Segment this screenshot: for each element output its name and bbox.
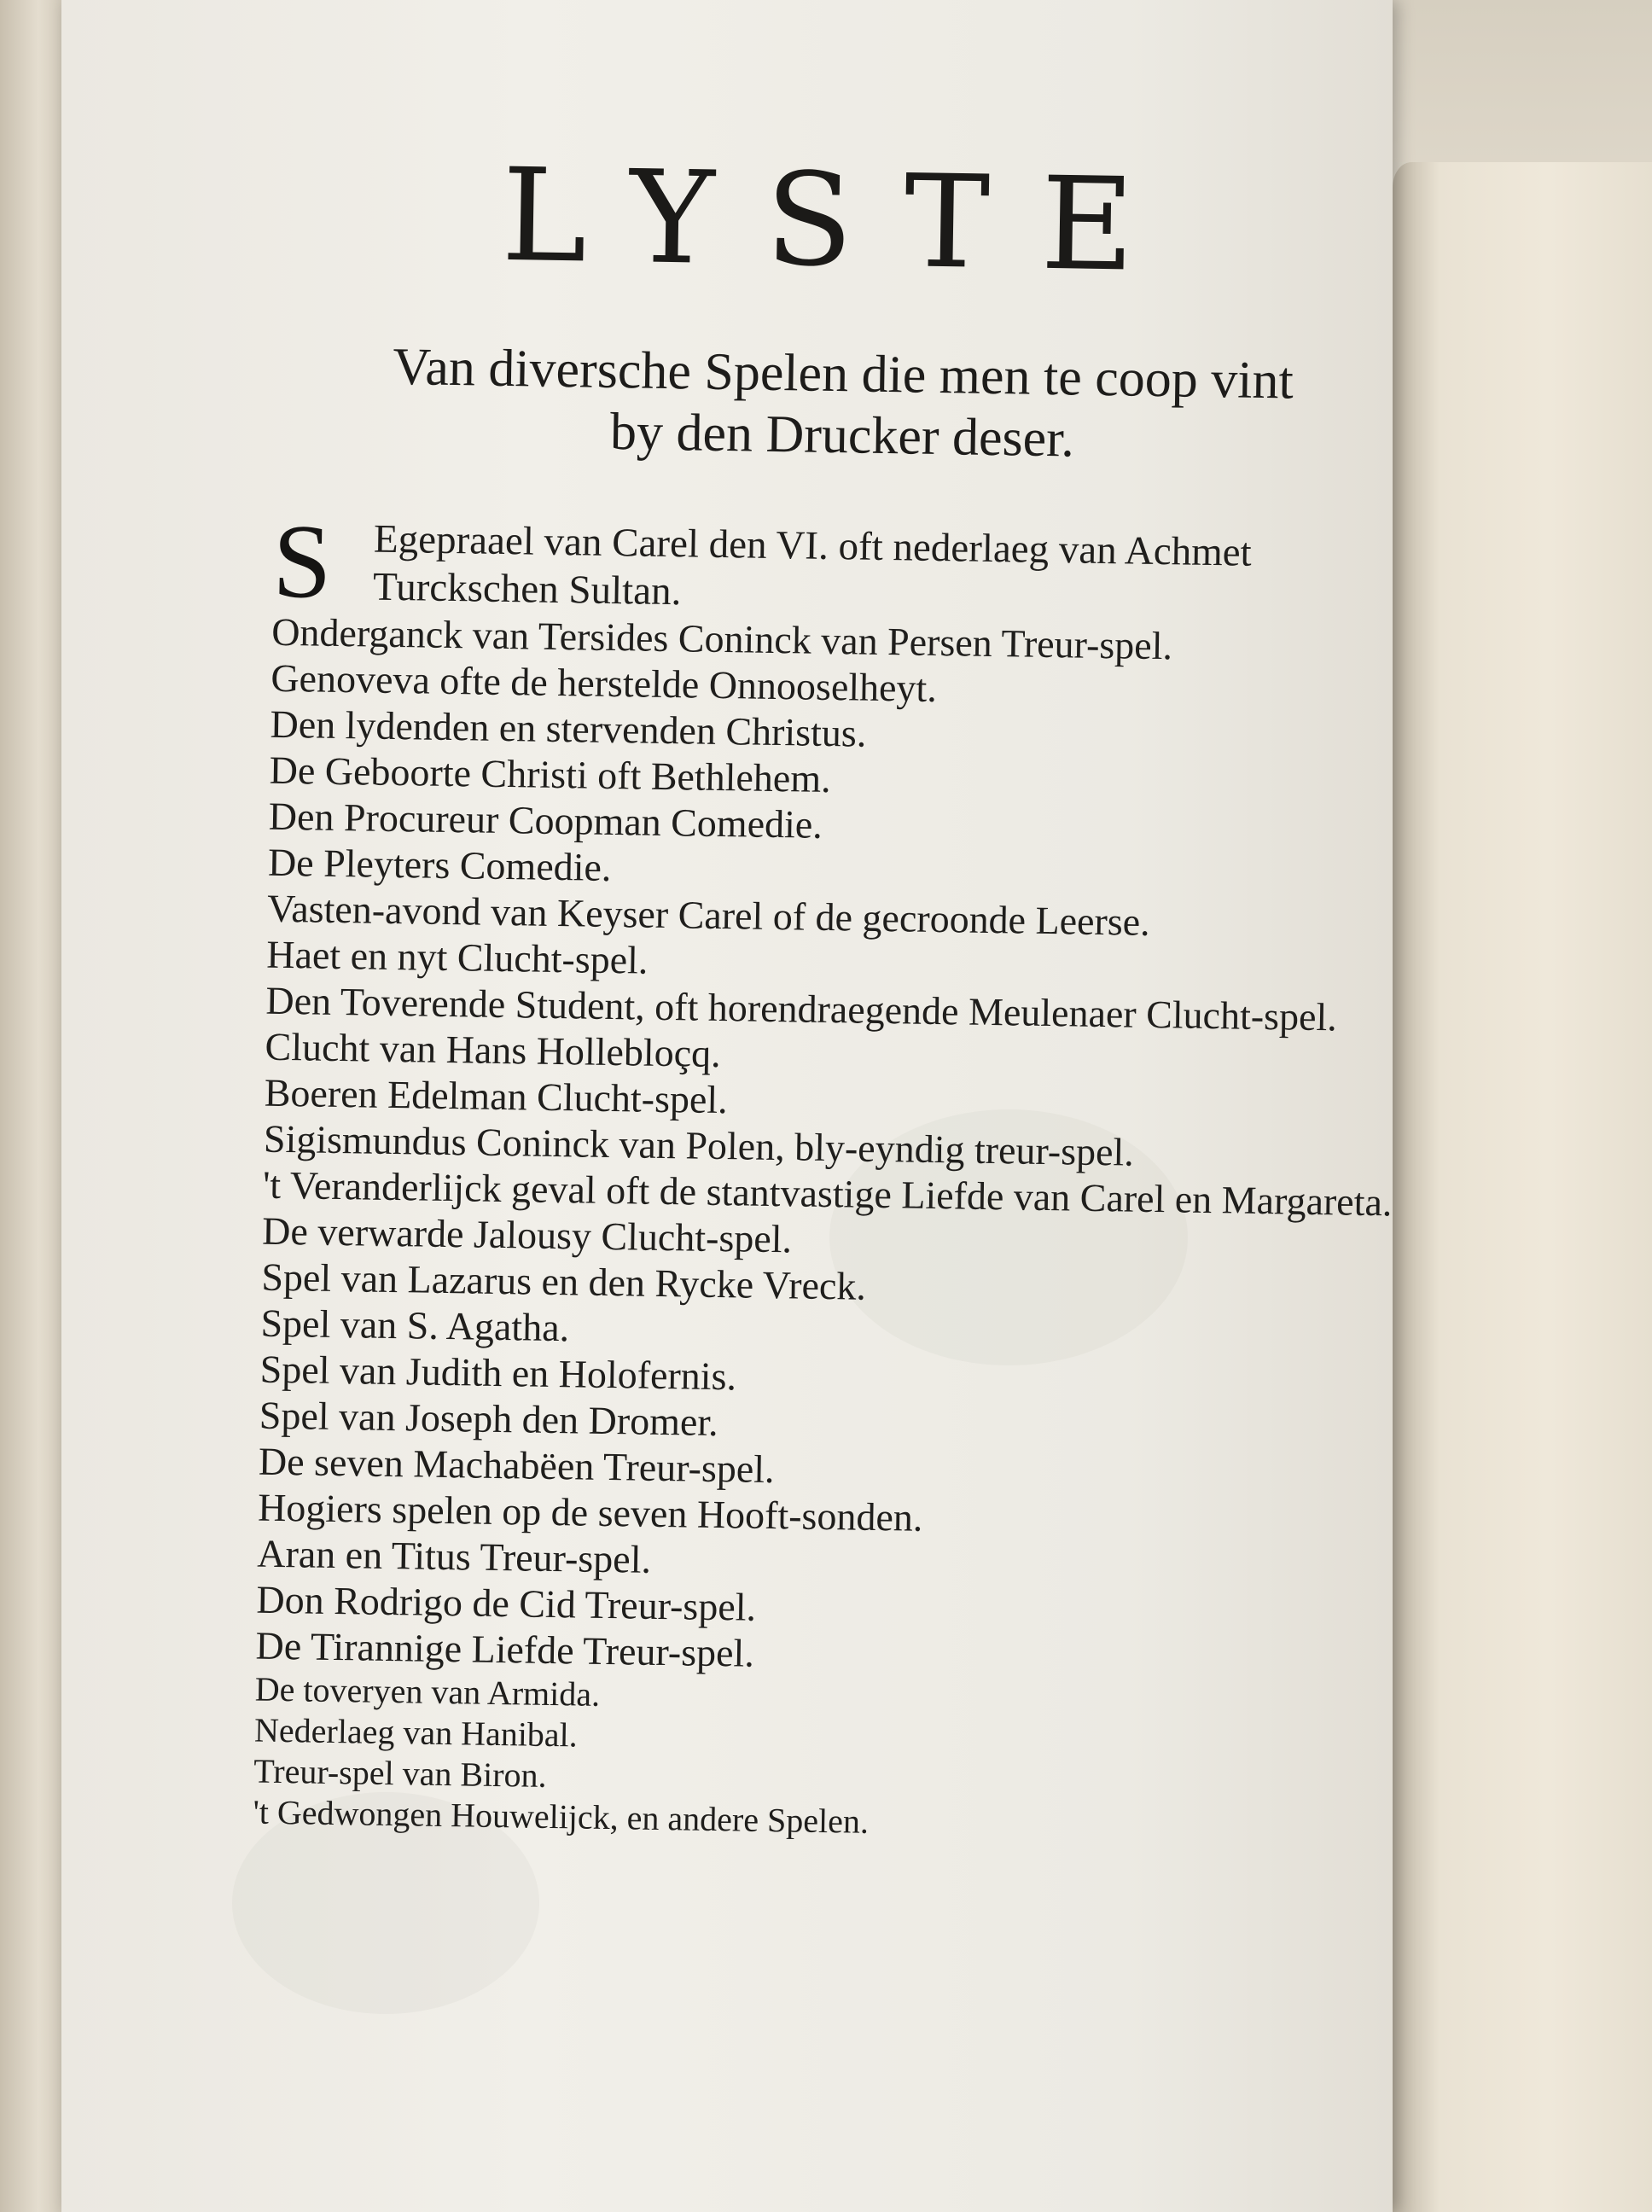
list-item: 't Veranderlijck geval oft de stantvastige Liefde van Carel en Margareta. [262, 1162, 1393, 1225]
book-page [61, 0, 1393, 2212]
page-subtitle [275, 335, 1393, 475]
page-content [61, 0, 1393, 2212]
list-item: De verwarde Jalousy Clucht-spel. [261, 1208, 793, 1261]
facing-page [1393, 162, 1652, 2212]
list-item: Sigismundus Coninck van Polen, bly-eyndig treur-spel. [263, 1116, 1135, 1174]
list-item: 't Gedwongen Houwelijck, en andere Spelen. [253, 1792, 870, 1841]
list-item: Vasten-avond van Keyser Carel of de gecroonde Leerse. [266, 886, 1151, 944]
list-item: Haet en nyt Clucht-spel. [265, 932, 649, 982]
list-item: Spel van Judith en Holofernis. [259, 1347, 737, 1399]
list-item: De seven Machabëen Treur-spel. [258, 1439, 775, 1492]
list-item: Den Toverende Student, oft horendraegende Meulenaer Clucht-spel. [265, 978, 1338, 1039]
list-item: Treur-spel van Biron. [253, 1751, 547, 1795]
list-item: De toveryen van Armida. [254, 1669, 601, 1714]
list-item: Hogiers spelen op de seven Hooft-sonden. [257, 1485, 923, 1540]
list-item: De Geboorte Christi oft Bethlehem. [269, 748, 831, 801]
list-item [271, 502, 1393, 627]
list-item: Spel van Lazarus en den Rycke Vreck. [261, 1254, 867, 1308]
background-cloth [1393, 0, 1652, 162]
subtitle-line: Van diversche Spelen die men te coop vint [392, 337, 1294, 410]
list-item: Don Rodrigo de Cid Treur-spel. [256, 1577, 757, 1629]
list-item: Spel van S. Agatha. [260, 1301, 570, 1350]
list-item: Aran en Titus Treur-spel. [256, 1531, 652, 1581]
list-item: Den Procureur Coopman Comedie. [268, 794, 823, 847]
list-item: Nederlaeg van Hanibal. [253, 1710, 579, 1755]
list-item: De Pleyters Comedie. [267, 840, 612, 889]
entry-text: Egepraael van Carel den VI. oft nederlaeg van Achmet Turckschen Sultan. [372, 516, 1253, 614]
subtitle-line: by den Drucker deser. [609, 402, 1075, 469]
list-item: Boeren Edelman Clucht-spel. [264, 1070, 729, 1122]
list-item: De Tirannige Liefde Treur-spel. [255, 1623, 755, 1675]
list-item: Genoveva ofte de herstelde Onnooselheyt. [270, 655, 938, 710]
list-item: Clucht van Hans Hollebloçq. [265, 1024, 722, 1076]
page-title: LYSTE [500, 141, 1187, 301]
list-item: Den lydenden en stervenden Christus. [270, 701, 867, 755]
left-page-edge [0, 0, 70, 2212]
drop-cap: S [271, 502, 333, 620]
list-item: Spel van Joseph den Dromer. [259, 1393, 719, 1445]
list-item: Onderganck van Tersides Coninck van Persen Treur-spel. [270, 609, 1173, 668]
plays-list [253, 502, 1393, 1851]
